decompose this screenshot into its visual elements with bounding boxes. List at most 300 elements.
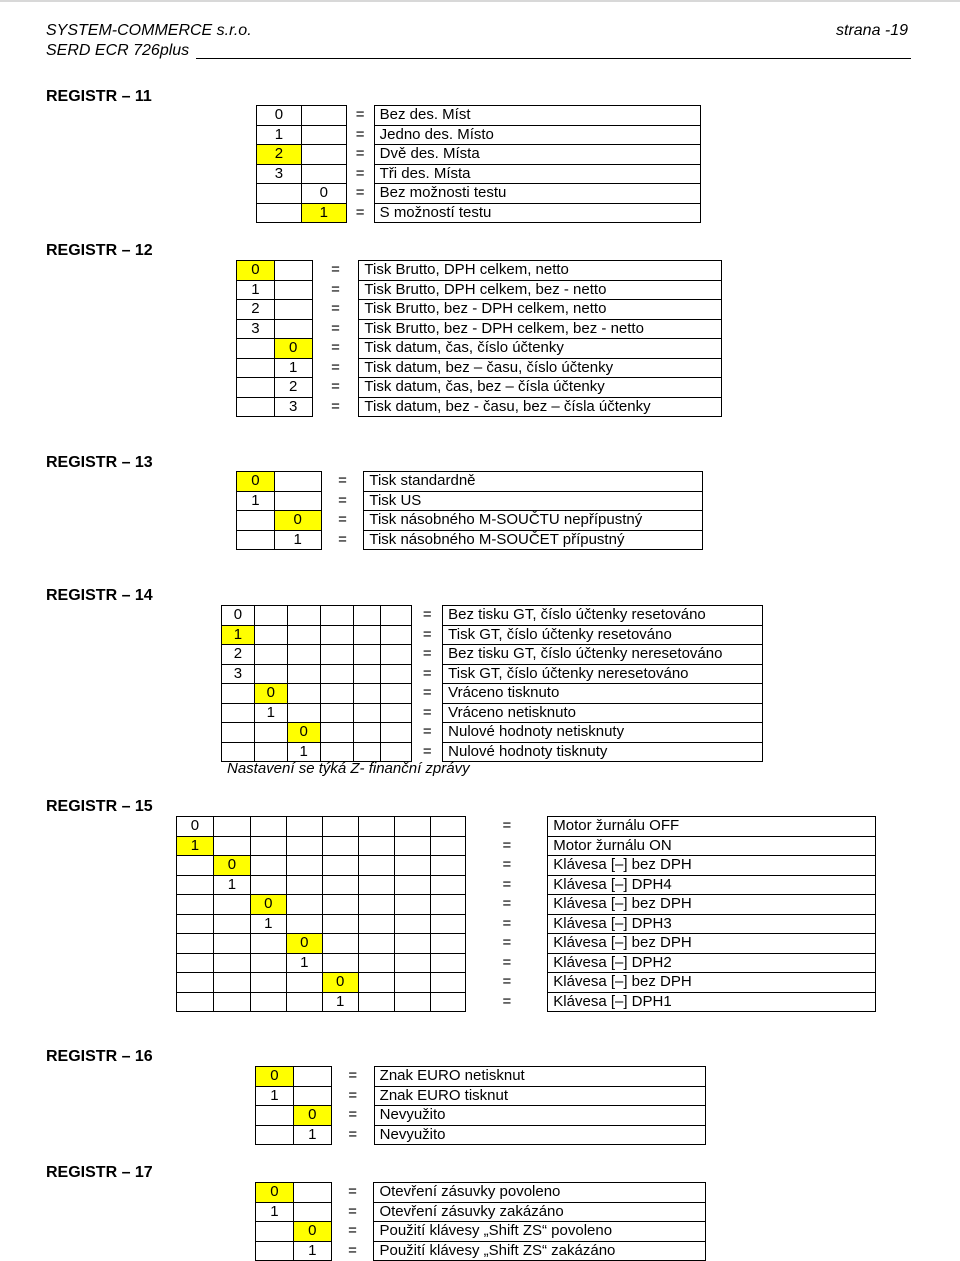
setting-value: 1 [256,1086,294,1106]
setting-description: Tisk datum, bez - času, bez – čísla účtenky [359,397,722,417]
empty-cell [322,836,358,856]
empty-cell [254,664,287,684]
setting-description: Nevyužito [374,1125,705,1145]
empty-cell [353,684,381,704]
empty-cell [381,723,412,743]
setting-description: Nevyužito [374,1106,705,1126]
empty-cell [177,856,214,876]
empty-cell [353,742,381,762]
table-row [257,145,701,165]
setting-description: Klávesa [–] bez DPH [548,973,876,993]
register-note: Nastavení se týká Z- finanční zprávy [227,760,470,777]
empty-cell [358,914,394,934]
empty-cell [274,261,312,281]
setting-description: Znak EURO netisknut [374,1067,705,1087]
setting-value: 3 [274,397,312,417]
table-row [237,280,722,300]
table-row [222,684,763,704]
empty-cell [177,914,214,934]
setting-description: Motor žurnálu ON [548,836,876,856]
setting-description: Vráceno tisknuto [443,684,763,704]
setting-value: 0 [237,261,275,281]
empty-cell [430,914,466,934]
empty-cell [237,397,275,417]
setting-description: Tisk datum, čas, číslo účtenky [359,339,722,359]
table-row [256,1183,706,1203]
setting-value: 2 [237,300,275,320]
empty-cell [286,836,322,856]
setting-description: Otevření zásuvky povoleno [374,1183,706,1203]
equals-sign: = [348,1106,358,1124]
empty-cell [256,1125,294,1145]
equals-sign: = [502,992,512,1010]
empty-cell [358,817,394,837]
empty-cell [274,319,312,339]
register-table [236,471,703,550]
empty-cell [257,184,302,204]
empty-cell [293,1067,331,1087]
setting-value: 1 [322,992,358,1012]
empty-cell [293,1183,331,1203]
setting-value: 3 [257,164,302,184]
empty-cell [274,280,312,300]
empty-cell [177,895,214,915]
table-row [257,164,701,184]
empty-cell [381,684,412,704]
setting-value: 0 [254,684,287,704]
setting-description: Bez tisku GT, číslo účtenky resetováno [443,606,763,626]
empty-cell [322,953,358,973]
empty-cell [237,530,275,550]
empty-cell [256,1241,294,1261]
empty-cell [177,875,214,895]
empty-cell [394,895,430,915]
setting-value: 1 [250,914,286,934]
setting-description: Klávesa [–] bez DPH [548,895,876,915]
empty-cell [301,106,346,126]
setting-value: 1 [293,1125,331,1145]
empty-cell [358,856,394,876]
setting-description: Tisk násobného M-SOUČTU nepřípustný [364,511,703,531]
empty-cell [322,875,358,895]
table-row [237,472,703,492]
table-row [237,378,722,398]
table-row [237,319,722,339]
empty-cell [293,1086,331,1106]
table-row [257,125,701,145]
empty-cell [430,856,466,876]
empty-cell [322,914,358,934]
empty-cell [320,606,353,626]
equals-sign: = [355,106,365,124]
register-title: REGISTR – 17 [46,1164,153,1181]
setting-description: Tisk datum, bez – času, číslo účtenky [359,358,722,378]
empty-cell [293,1202,331,1222]
table-row [256,1086,706,1106]
empty-cell [213,953,250,973]
empty-cell [213,934,250,954]
equals-sign: = [502,895,512,913]
setting-description: Tisk násobného M-SOUČET přípustný [364,530,703,550]
equals-sign: = [348,1183,357,1201]
table-row [237,261,722,281]
empty-cell [237,358,275,378]
setting-value: 3 [222,664,255,684]
setting-description: Nulové hodnoty netisknuty [443,723,763,743]
equals-sign: = [422,723,432,741]
setting-value: 1 [274,530,321,550]
empty-cell [250,817,286,837]
setting-value: 2 [257,145,302,165]
empty-cell [287,703,320,723]
page-number: strana -19 [836,22,909,39]
setting-value: 0 [213,856,250,876]
register-table [256,105,701,223]
empty-cell [287,625,320,645]
register-title: REGISTR – 12 [46,242,153,259]
empty-cell [256,1106,294,1126]
table-row [177,914,876,934]
setting-description: Tisk GT, číslo účtenky resetováno [443,625,763,645]
empty-cell [320,742,353,762]
empty-cell [320,723,353,743]
table-row [237,511,703,531]
empty-cell [358,992,394,1012]
top-rule [0,0,960,2]
table-row [237,397,722,417]
equals-sign: = [422,625,432,643]
setting-value: 1 [254,703,287,723]
table-row [177,817,876,837]
setting-value: 2 [274,378,312,398]
empty-cell [430,934,466,954]
equals-sign: = [348,1125,358,1143]
empty-cell [222,684,255,704]
empty-cell [177,934,214,954]
table-row [222,742,763,762]
equals-sign: = [331,261,340,279]
equals-sign: = [502,953,512,971]
setting-description: Klávesa [–] DPH1 [548,992,876,1012]
setting-value: 1 [274,358,312,378]
empty-cell [287,606,320,626]
register-title: REGISTR – 11 [46,88,152,105]
setting-description: Tisk standardně [364,472,703,492]
setting-value: 1 [237,491,275,511]
empty-cell [237,339,275,359]
empty-cell [320,684,353,704]
setting-value: 0 [222,606,255,626]
empty-cell [394,934,430,954]
empty-cell [353,664,381,684]
equals-sign: = [338,472,347,490]
empty-cell [394,992,430,1012]
setting-value: 0 [287,723,320,743]
setting-description: Vráceno netisknuto [443,703,763,723]
table-row [257,203,701,223]
register-title: REGISTR – 14 [46,587,153,604]
setting-value: 1 [287,742,320,762]
empty-cell [213,836,250,856]
setting-description: Motor žurnálu OFF [548,817,876,837]
setting-description: Klávesa [–] bez DPH [548,856,876,876]
setting-description: Tisk Brutto, DPH celkem, bez - netto [359,280,722,300]
empty-cell [353,625,381,645]
equals-sign: = [338,511,347,529]
equals-sign: = [331,300,340,318]
equals-sign: = [348,1222,357,1240]
setting-description: Dvě des. Místa [374,145,700,165]
empty-cell [254,723,287,743]
setting-value: 0 [274,511,321,531]
empty-cell [381,625,412,645]
equals-sign: = [355,184,365,202]
setting-value: 1 [293,1241,331,1261]
empty-cell [254,606,287,626]
table-row [256,1222,706,1242]
equals-sign: = [422,703,432,721]
table-row [256,1106,706,1126]
empty-cell [301,145,346,165]
equals-sign: = [348,1067,358,1085]
empty-cell [286,914,322,934]
setting-description: Bez možnosti testu [374,184,700,204]
empty-cell [358,953,394,973]
equals-sign: = [331,339,340,357]
empty-cell [394,973,430,993]
register-table [255,1066,706,1145]
equals-sign: = [338,491,347,509]
empty-cell [353,723,381,743]
equals-sign: = [502,934,512,952]
empty-cell [353,606,381,626]
equals-sign: = [331,397,340,415]
empty-cell [381,664,412,684]
setting-value: 0 [301,184,346,204]
empty-cell [213,914,250,934]
table-row [222,625,763,645]
setting-description: Tisk GT, číslo účtenky neresetováno [443,664,763,684]
setting-value: 0 [293,1222,331,1242]
setting-description: Klávesa [–] DPH3 [548,914,876,934]
equals-sign: = [331,280,340,298]
setting-value: 0 [177,817,214,837]
register-table [236,260,722,417]
empty-cell [430,992,466,1012]
equals-sign: = [422,664,432,682]
empty-cell [358,973,394,993]
empty-cell [250,992,286,1012]
register-title: REGISTR – 16 [46,1048,153,1065]
register-table [255,1182,706,1261]
empty-cell [322,895,358,915]
empty-cell [274,472,321,492]
equals-sign: = [502,875,512,893]
empty-cell [322,856,358,876]
setting-value: 1 [177,836,214,856]
equals-sign: = [422,742,432,760]
equals-sign: = [355,203,365,221]
empty-cell [286,817,322,837]
setting-value: 1 [301,203,346,223]
equals-sign: = [502,836,512,854]
setting-description: Tisk Brutto, DPH celkem, netto [359,261,722,281]
empty-cell [320,664,353,684]
empty-cell [213,817,250,837]
empty-cell [381,703,412,723]
setting-value: 0 [274,339,312,359]
setting-value: 1 [213,875,250,895]
empty-cell [213,895,250,915]
empty-cell [287,684,320,704]
empty-cell [213,973,250,993]
table-row [177,895,876,915]
empty-cell [177,992,214,1012]
table-row [257,184,701,204]
equals-sign: = [355,125,365,143]
setting-value: 1 [286,953,322,973]
empty-cell [237,378,275,398]
equals-sign: = [338,530,347,548]
empty-cell [256,1222,294,1242]
setting-description: S možností testu [374,203,700,223]
setting-value: 1 [237,280,275,300]
company-name: SYSTEM-COMMERCE s.r.o. [46,22,252,39]
setting-value: 3 [237,319,275,339]
setting-value: 0 [293,1106,331,1126]
empty-cell [222,742,255,762]
empty-cell [430,953,466,973]
empty-cell [254,625,287,645]
setting-description: Bez des. Míst [374,106,700,126]
table-row [237,358,722,378]
empty-cell [381,645,412,665]
empty-cell [250,934,286,954]
empty-cell [301,164,346,184]
equals-sign: = [422,684,432,702]
setting-value: 0 [250,895,286,915]
setting-description: Otevření zásuvky zakázáno [374,1202,706,1222]
table-row [237,530,703,550]
empty-cell [177,973,214,993]
empty-cell [381,742,412,762]
table-row [177,875,876,895]
table-row [177,973,876,993]
table-row [177,992,876,1012]
setting-value: 0 [256,1067,294,1087]
setting-description: Použití klávesy „Shift ZS“ zakázáno [374,1241,706,1261]
setting-description: Tři des. Místa [374,164,700,184]
register-table [176,816,876,1012]
equals-sign: = [348,1202,357,1220]
empty-cell [358,875,394,895]
setting-value: 1 [257,125,302,145]
empty-cell [394,856,430,876]
equals-sign: = [502,856,512,874]
empty-cell [430,836,466,856]
equals-sign: = [502,817,512,835]
empty-cell [301,125,346,145]
table-row [256,1241,706,1261]
setting-value: 0 [257,106,302,126]
table-row [177,836,876,856]
table-row [222,703,763,723]
empty-cell [381,606,412,626]
setting-description: Klávesa [–] DPH4 [548,875,876,895]
model-name: SERD ECR 726plus [46,42,190,59]
empty-cell [257,203,302,223]
table-row [222,723,763,743]
setting-description: Tisk datum, čas, bez – čísla účtenky [359,378,722,398]
table-row [177,953,876,973]
empty-cell [322,817,358,837]
table-row [257,106,701,126]
empty-cell [222,723,255,743]
table-row [177,856,876,876]
empty-cell [320,645,353,665]
equals-sign: = [502,973,512,991]
setting-description: Tisk Brutto, bez - DPH celkem, bez - netto [359,319,722,339]
empty-cell [286,973,322,993]
setting-description: Tisk US [364,491,703,511]
empty-cell [274,300,312,320]
equals-sign: = [348,1241,357,1259]
equals-sign: = [331,358,340,376]
empty-cell [358,934,394,954]
empty-cell [320,703,353,723]
empty-cell [222,703,255,723]
register-title: REGISTR – 15 [46,798,153,815]
equals-sign: = [355,145,365,163]
empty-cell [394,836,430,856]
equals-sign: = [331,378,340,396]
setting-description: Použití klávesy „Shift ZS“ povoleno [374,1222,706,1242]
table-row [256,1125,706,1145]
empty-cell [177,953,214,973]
table-row [177,934,876,954]
setting-value: 2 [222,645,255,665]
setting-value: 1 [256,1202,294,1222]
register-table [221,605,763,762]
empty-cell [353,703,381,723]
empty-cell [394,953,430,973]
empty-cell [394,875,430,895]
empty-cell [358,895,394,915]
empty-cell [254,742,287,762]
empty-cell [394,914,430,934]
setting-description: Klávesa [–] bez DPH [548,934,876,954]
equals-sign: = [355,164,365,182]
setting-value: 0 [322,973,358,993]
empty-cell [287,645,320,665]
empty-cell [430,895,466,915]
header-rule [196,58,911,59]
empty-cell [250,856,286,876]
table-row [222,606,763,626]
empty-cell [322,934,358,954]
empty-cell [320,625,353,645]
empty-cell [286,895,322,915]
table-row [237,491,703,511]
setting-description: Klávesa [–] DPH2 [548,953,876,973]
equals-sign: = [422,606,432,624]
empty-cell [286,856,322,876]
empty-cell [287,664,320,684]
register-title: REGISTR – 13 [46,454,153,471]
empty-cell [250,836,286,856]
setting-value: 0 [286,934,322,954]
equals-sign: = [331,319,340,337]
